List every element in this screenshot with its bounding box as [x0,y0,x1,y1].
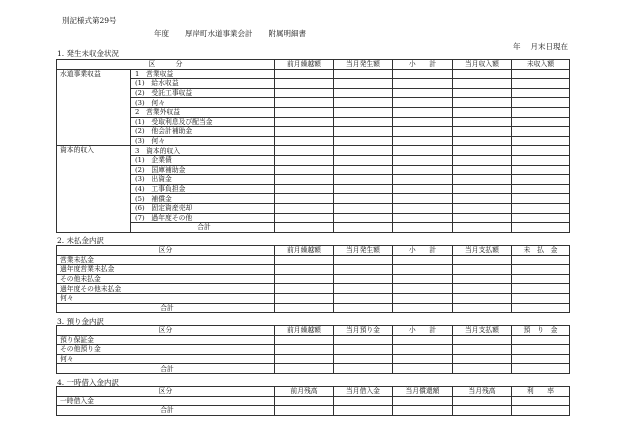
row-label: 営業未払金 [57,255,275,265]
row-label: (3) 出資金 [131,175,275,185]
section2-title: 2. 未払金内訳 [57,236,105,245]
row-label: (3) 何々 [131,136,275,146]
row-label: 一時借入金 [57,396,275,406]
table-row [57,194,570,204]
row-label: 過年度営業未払金 [57,265,275,275]
total-label: 合計 [57,406,275,416]
table-row [57,175,570,185]
col-header: 小 計 [393,246,453,256]
payables-table [56,245,570,313]
table-row [57,265,570,275]
table-row [57,345,570,355]
row-label: (4) 工事負担金 [131,184,275,194]
row-label: (1) 企業債 [131,155,275,165]
row-label: 3 資本的収入 [131,146,275,156]
table-row [57,155,570,165]
row-label: その他預り金 [57,345,275,355]
table-row [57,146,570,156]
row-label: (2) 国庫補助金 [131,165,275,175]
table-row [57,255,570,265]
table-row [57,69,570,79]
col-header: 未収入額 [512,60,570,70]
row-label: (3) 何々 [131,98,275,108]
table-row [57,107,570,117]
col-header: 利 率 [512,387,570,397]
deposits-table [56,325,570,374]
total-row [57,406,570,416]
table-row [57,127,570,137]
col-header: 小 計 [393,60,453,70]
col-header: 当月支払額 [453,326,512,336]
col-header: 当月残高 [453,387,512,397]
row-label: (1) 受取利息及び配当金 [131,117,275,127]
col-header: 前月残高 [275,387,334,397]
document-title [154,28,322,39]
row-label: (2) 受託工事収益 [131,88,275,98]
col-header: 前月繰越額 [275,60,334,70]
total-label: 合計 [131,223,275,233]
table-row [57,136,570,146]
as-of-date [513,41,578,52]
row-label: (5) 補償金 [131,194,275,204]
table-row [57,354,570,364]
col-header: 当月収入額 [453,60,512,70]
as-of-year: 年 [513,42,521,51]
table-row [57,117,570,127]
table-row [57,165,570,175]
row-label: (1) 給水収益 [131,79,275,89]
section1-title: 1. 発生未収金状況 [57,49,120,58]
row-label: 預り保証金 [57,335,275,345]
table-row [57,88,570,98]
table-row [57,335,570,345]
col-header: 当月発生額 [334,246,393,256]
title-suffix: 附属明細書 [268,29,306,38]
total-row [57,303,570,313]
col-header: 当月償還額 [393,387,453,397]
title-main: 厚岸町水道事業会計 [185,29,253,38]
row-label: 1 営業収益 [131,69,275,79]
col-header: 区分 [57,326,275,336]
col-header: 区 分 [57,60,275,70]
table-row [57,293,570,303]
table-row [57,98,570,108]
table-row [57,184,570,194]
section3-title: 3. 預り金内訳 [57,317,105,326]
row-label: 過年度その他未払金 [57,284,275,294]
row-label: 2 営業外収益 [131,107,275,117]
col-header: 区分 [57,246,275,256]
row-label: 何々 [57,293,275,303]
col-header: 前月繰越額 [275,246,334,256]
table-row [57,79,570,89]
capital-group-label: 資本的収入 [57,146,131,232]
col-header: 預 り 金 [512,326,570,336]
row-label: (7) 過年度その他 [131,213,275,223]
table-row [57,274,570,284]
row-label: その他未払金 [57,274,275,284]
total-label: 合計 [57,303,275,313]
total-label: 合計 [57,364,275,374]
col-header: 小 計 [393,326,453,336]
col-header: 当月借入金 [334,387,393,397]
revenue-group-label: 水道事業収益 [57,69,131,146]
as-of-month: 月末日現在 [530,42,568,51]
short-term-loans-table [56,386,570,416]
row-label: 何々 [57,354,275,364]
row-label: (6) 固定資産売却 [131,203,275,213]
title-year: 年度 [154,29,169,38]
section4-title: 4. 一時借入金内訳 [57,378,120,387]
col-header: 未 払 金 [512,246,570,256]
total-row [57,223,570,233]
col-header: 当月発生額 [334,60,393,70]
uncollected-table [56,59,570,233]
col-header: 当月預り金 [334,326,393,336]
table-row [57,396,570,406]
total-row [57,364,570,374]
col-header: 前月繰越額 [275,326,334,336]
col-header: 区分 [57,387,275,397]
col-header: 当月支払額 [453,246,512,256]
table-row [57,213,570,223]
table-row [57,203,570,213]
row-label: (2) 他会計補助金 [131,127,275,137]
table-row [57,284,570,294]
form-number: 別記様式第29号 [62,16,117,25]
